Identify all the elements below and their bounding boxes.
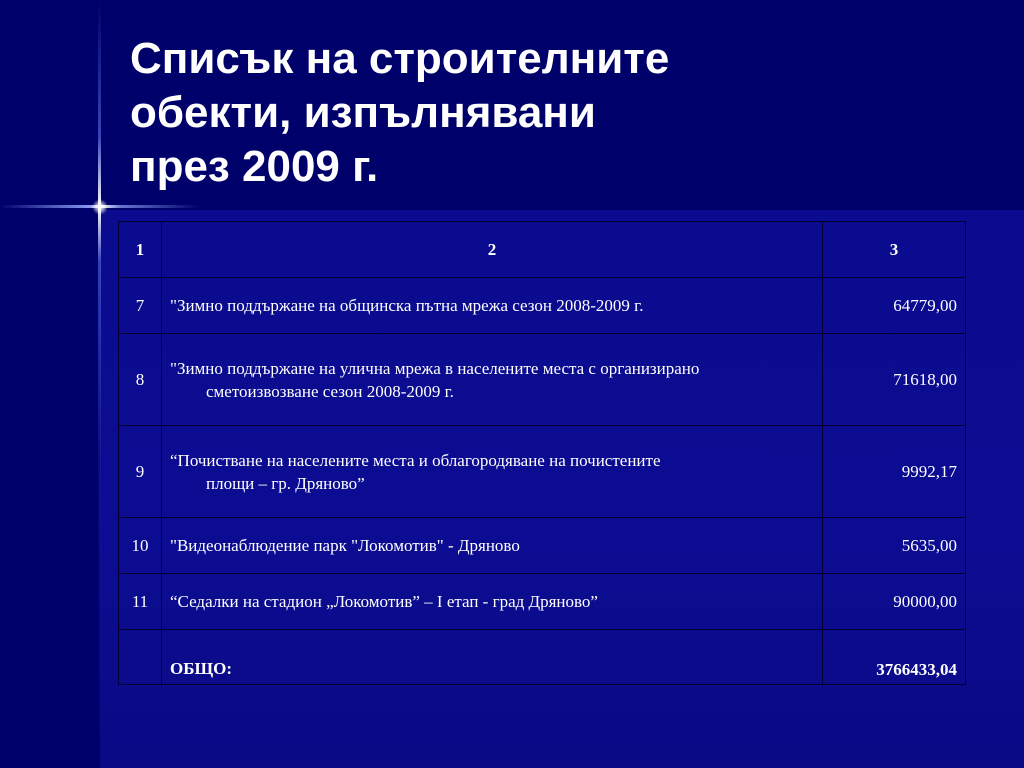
row-description-line-1: “Седалки на стадион „Локомотив” – I етап - град Дряново” <box>170 592 598 611</box>
projects-table <box>118 221 966 685</box>
table-row <box>119 574 966 630</box>
row-amount: 64779,00 <box>823 278 966 334</box>
header-col-1: 1 <box>119 222 162 278</box>
row-description-line-1: "Зимно поддържане на улична мрежа в населените места с организирано <box>170 358 700 378</box>
table-row <box>119 518 966 574</box>
row-description <box>162 426 823 518</box>
total-empty-cell <box>119 630 162 685</box>
page-title <box>130 32 990 194</box>
title-line-1: Списък на строителните <box>130 34 670 83</box>
table-row <box>119 334 966 426</box>
row-description-line-2: сметоизвозване сезон 2008-2009 г. <box>206 381 454 401</box>
title-line-3: през 2009 г. <box>130 142 379 191</box>
row-amount: 9992,17 <box>823 426 966 518</box>
title-line-2: обекти, изпълнявани <box>130 88 596 137</box>
sparkle-icon <box>92 199 108 215</box>
row-number: 10 <box>119 518 162 574</box>
row-amount: 5635,00 <box>823 518 966 574</box>
table-row <box>119 426 966 518</box>
header-col-3: 3 <box>823 222 966 278</box>
total-label: ОБЩО: <box>162 630 823 685</box>
left-background-strip <box>0 0 100 768</box>
row-number: 7 <box>119 278 162 334</box>
row-description-line-1: "Видеонаблюдение парк "Локомотив" - Дряново <box>170 536 520 555</box>
row-description <box>162 278 823 334</box>
row-description-line-2: площи – гр. Дряново” <box>206 473 365 493</box>
header-col-2: 2 <box>162 222 823 278</box>
row-amount: 71618,00 <box>823 334 966 426</box>
vertical-light-line <box>98 0 101 768</box>
row-description <box>162 334 823 426</box>
table-header-row <box>119 222 966 278</box>
row-description-line-1: “Почистване на населените места и облагородяване на почистените <box>170 450 661 470</box>
row-number: 8 <box>119 334 162 426</box>
table-total-row <box>119 630 966 685</box>
row-description-line-1: "Зимно поддържане на общинска пътна мрежа сезон 2008-2009 г. <box>170 296 644 315</box>
row-number: 9 <box>119 426 162 518</box>
row-description <box>162 574 823 630</box>
total-value: 3766433,04 <box>823 630 966 685</box>
table-row <box>119 278 966 334</box>
row-number: 11 <box>119 574 162 630</box>
row-description <box>162 518 823 574</box>
row-amount: 90000,00 <box>823 574 966 630</box>
